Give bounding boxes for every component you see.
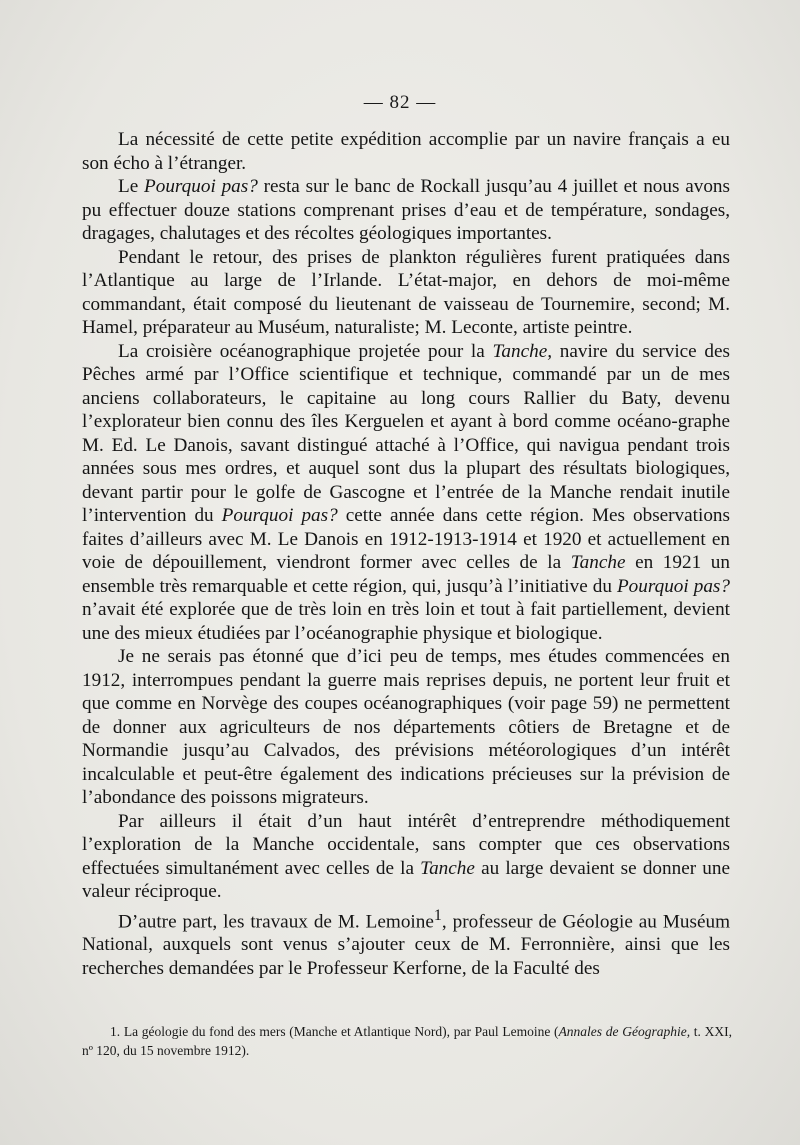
paragraph-6 bbox=[82, 810, 730, 904]
p2-ship-name: Pourquoi pas? bbox=[144, 176, 258, 197]
footnote-text-2: t. XXI, nº 120, du 15 novembre 1912). bbox=[82, 1024, 732, 1058]
p2-text-2: resta sur le banc de Rockall jusqu’au 4 juillet et nous avons pu effectuer douze stations comprenant prises d’eau et de température, sondages, dragages, chalutages et des récoltes géologiques importantes. bbox=[82, 176, 730, 244]
p4-text-2: navire du service des Pêches armé par l’Office scientifique et technique, commandé par un de mes anciens collaborateurs, le capitaine au long cours Rallier du Baty, devenu l’explorateur bien connu des îles Kerguelen et ayant à bord comme océano-graphe M. Ed. Le Danois, savant distingué attaché à l’Office, qui navigua pendant trois années sous mes ordres, et auquel sont dus la plupart des résultats biologiques, devant partir pour le golfe de Gascogne et l’entrée de la Manche rendait inutile l’intervention du bbox=[82, 340, 730, 526]
p4-ship-name-2: Pourquoi pas? bbox=[221, 505, 338, 526]
footnote-ref: 1 bbox=[433, 906, 442, 924]
p7-text-1: D’autre part, les travaux de M. Lemoine bbox=[118, 910, 434, 932]
p6-ship-name: Tanche bbox=[420, 857, 475, 879]
paragraph-3: Pendant le retour, des prises de plankton régulières furent pratiquées dans l’Atlantique au large de l’Irlande. L’état-major, en dehors de moi-même commandant, était composé du lieutenant de vaisseau de Tournemire, second; M. Hamel, préparateur au Muséum, naturaliste; M. Leconte, artiste peintre. bbox=[82, 246, 730, 338]
p7-text-2: , professeur de Géologie au Muséum National, auxquels sont venus s’ajouter ceux de M. Ferronnière, ainsi que les recherches demandées par le Professeur Kerforne, de la Faculté des bbox=[82, 910, 730, 979]
p4-text-5: n’avait été explorée que de très loin en très loin et tout à fait partiellement, devient une des mieux étudiées par l’océanographie physique et biologique. bbox=[82, 599, 730, 644]
footnote-journal: Annales de Géographie, bbox=[558, 1024, 691, 1039]
p4-text-4: en 1921 un ensemble très remarquable et cette région, qui, jusqu’à l’initiative du bbox=[82, 552, 730, 597]
footnote bbox=[82, 1022, 732, 1060]
p4-text-3: cette année dans cette région. Mes observations faites d’ailleurs avec M. Le Danois en 1912-1913-1914 et 1920 et actuellement en voie de dépouillement, viendront former avec celles de la bbox=[82, 505, 730, 573]
paragraph-2 bbox=[82, 175, 730, 246]
p6-text-1: Par ailleurs il était d’un haut intérêt d’entreprendre méthodiquement l’exploration de la Manche occidentale, sans compter que ces observations effectuées simultanément avec celles de la bbox=[82, 810, 730, 879]
paragraph-7 bbox=[82, 904, 730, 981]
paragraph-1: La nécessité de cette petite expédition accomplie par un navire français a eu son écho à l’étranger. bbox=[82, 129, 730, 174]
p2-text-1: Le bbox=[118, 176, 145, 197]
p6-text-2: au large devaient se donner une valeur réciproque. bbox=[82, 857, 730, 902]
p4-ship-name-4: Pourquoi pas? bbox=[616, 575, 730, 597]
footnote-text-1: 1. La géologie du fond des mers (Manche et Atlantique Nord), par Paul Lemoine ( bbox=[110, 1024, 559, 1039]
page-number: — 82 — bbox=[363, 92, 437, 113]
p4-ship-name-3: Tanche bbox=[570, 552, 626, 573]
paragraph-5: Je ne serais pas étonné que d’ici peu de temps, mes études commencées en 1912, interrompues pendant la guerre mais reprises depuis, ne portent leur fruit et que comme en Norvège des coupes océanographiques (voir page 59) ne permettent de donner aux agriculteurs de nos départements côtiers de Bretagne et de Normandie jusqu’au Calvados, des prévisions météorologiques d’un intérêt incalculable et peut-être également des indications précieuses sur la prévision de l’abondance des poissons migrateurs. bbox=[82, 646, 730, 808]
body-text bbox=[82, 128, 730, 980]
paragraph-4 bbox=[82, 340, 730, 646]
p4-text-1: La croisière océanographique projetée pour la bbox=[118, 340, 493, 362]
p4-ship-name-1: Tanche, bbox=[492, 340, 553, 362]
